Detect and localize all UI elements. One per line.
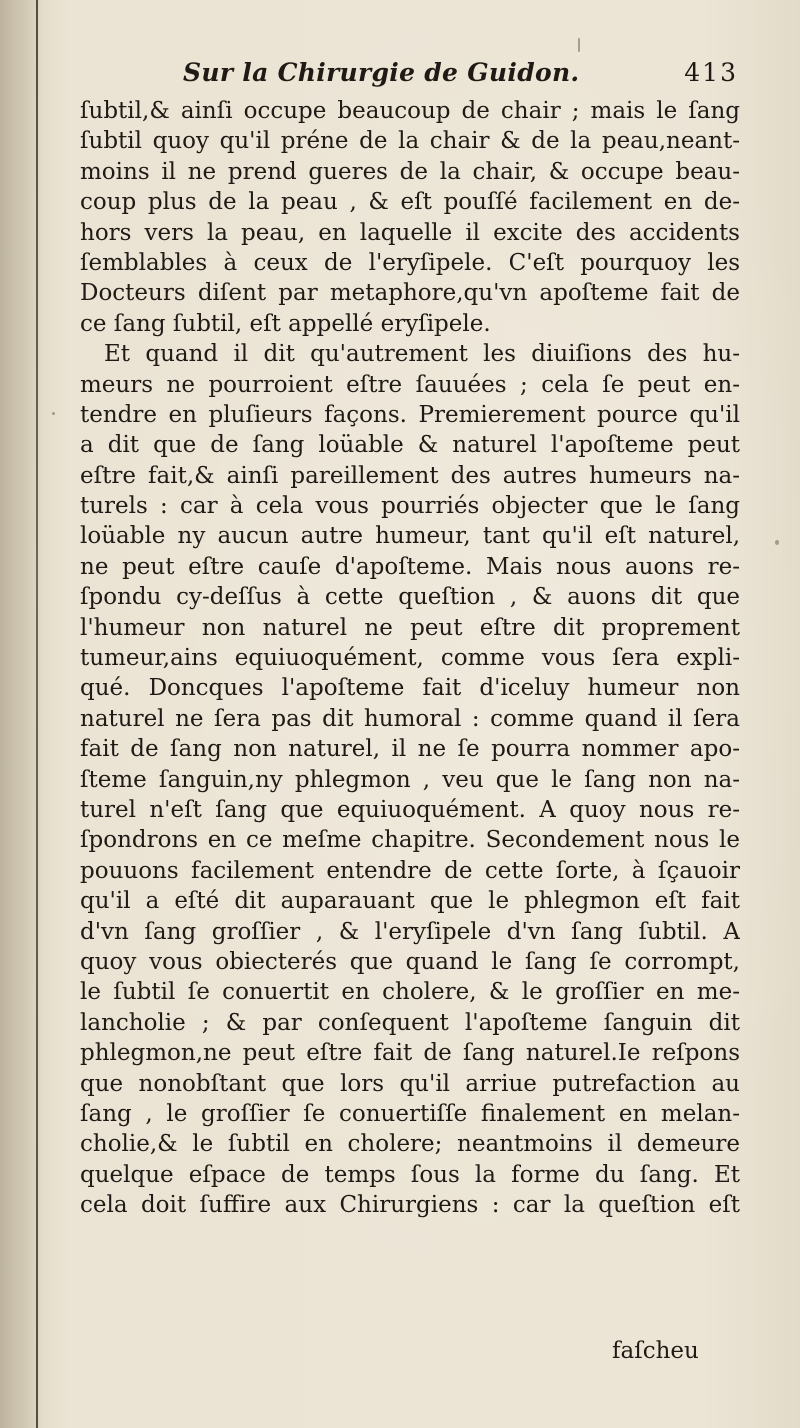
text-line: quoy vous obiecterés que quand le ſang ſe corrompt, [80,948,740,975]
text-line: fait de ſang non naturel, il ne ſe pourra nommer apo- [80,736,740,763]
text-line: loüable ny aucun autre humeur, tant qu'il eſt naturel, [80,523,740,550]
text-line: d'vn ſang groſſier , & l'eryſipele d'vn ſang ſubtil. A [80,918,740,945]
text-line: hors vers la peau, en laquelle il excite des accidents [80,219,740,246]
paper-speck [775,540,779,545]
text-line: le ſubtil ſe conuertit en cholere, & le groſſier en me- [80,979,740,1006]
catchword: faſcheu [612,1338,699,1364]
text-line: meurs ne pourroient eſtre ſauuées ; cela ſe peut en- [80,371,740,398]
text-line: cela doit ſuffire aux Chirurgiens : car la queſtion eſt [80,1192,740,1219]
text-line: ſubtil quoy qu'il préne de la chair & de la peau,neant- [80,128,740,155]
text-line: tendre en pluſieurs façons. Premierement pource qu'il [80,401,740,428]
text-line: turels : car à cela vous pourriés objecter que le ſang [80,493,740,520]
binding-fold-line [36,0,38,1428]
page-number: 413 [684,58,738,87]
text-line: quelque eſpace de temps ſous la forme du ſang. Et [80,1161,740,1188]
text-line: turel n'eſt ſang que equiuoquément. A quoy nous re- [80,796,740,823]
text-line: eſtre fait,& ainſi pareillement des autres humeurs na- [80,462,740,489]
text-line: qu'il a eſté dit auparauant que le phlegmon eſt fait [80,888,740,915]
text-line: cholie,& le ſubtil en cholere; neantmoins il demeure [80,1131,740,1158]
text-line: pouuons facilement entendre de cette ſorte, à ſçauoir [80,857,740,884]
text-line: phlegmon,ne peut eſtre fait de ſang naturel.Ie reſpons [80,1040,740,1067]
text-line: naturel ne ſera pas dit humoral : comme quand il ſera [80,705,740,732]
text-line: lancholie ; & par conſequent l'apoſteme ſanguin dit [80,1009,740,1036]
text-line: ſpondrons en ce meſme chapitre. Secondement nous le [80,827,740,854]
text-line: ſang , le groſſier ſe conuertiſſe finalement en melan- [80,1100,740,1127]
text-line: moins il ne prend gueres de la chair, & occupe beau- [80,158,740,185]
text-line: coup plus de la peau , & eſt pouſſé facilement en de- [80,189,740,216]
text-line: ne peut eſtre cauſe d'apoſteme. Mais nous auons re- [80,553,740,580]
text-line: Et quand il dit qu'autrement les diuiſions des hu- [104,341,740,368]
text-line: a dit que de ſang loüable & naturel l'apoſteme peut [80,432,740,459]
paper-speck [578,38,580,52]
text-line: ſemblables à ceux de l'eryſipele. C'eſt pourquoy les [80,249,740,276]
text-line: ſubtil,& ainſi occupe beaucoup de chair ; mais le ſang [80,98,740,124]
text-line: ſpondu cy-deſſus à cette queſtion , & auons dit que [80,584,740,611]
text-line: qué. Doncques l'apoſteme fait d'iceluy humeur non [80,675,740,702]
page-header [80,58,740,98]
paper-speck [52,412,55,415]
text-line: l'humeur non naturel ne peut eſtre dit proprement [80,614,740,641]
running-title: Sur la Chirurgie de Guidon. [183,58,580,87]
body-text [80,96,740,1220]
text-line: que nonobſtant que lors qu'il arriue putrefaction au [80,1070,740,1097]
text-line: tumeur,ains equiuoquément, comme vous ſera expli- [80,645,740,672]
text-line: ce ſang ſubtil, eſt appellé eryſipele. [80,310,491,337]
text-line: ſteme ſanguin,ny phlegmon , veu que le ſang non na- [80,766,740,793]
text-line: Docteurs diſent par metaphore,qu'vn apoſteme fait de [80,280,740,307]
